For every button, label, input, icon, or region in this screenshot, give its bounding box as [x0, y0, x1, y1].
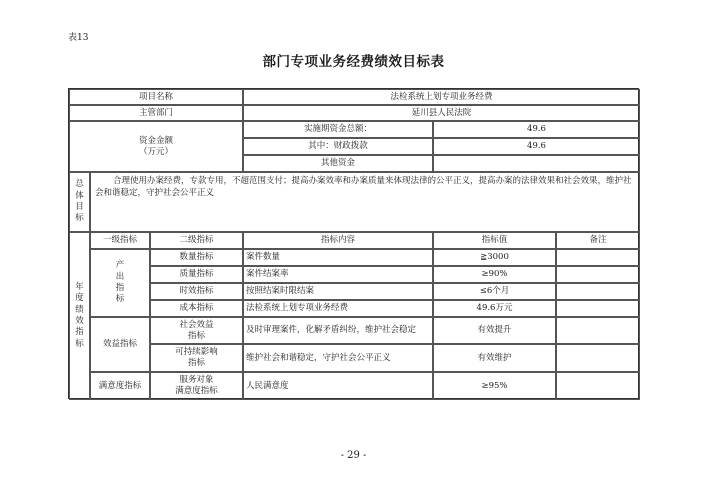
benefit-content: 及时审理案件，化解矛盾纠纷，维护社会稳定 [243, 317, 433, 344]
funds-total-value: 49.6 [433, 121, 640, 138]
output-content: 案件结案率 [243, 266, 433, 283]
benefit-value: 有效维护 [433, 344, 556, 372]
department-value: 延川县人民法院 [243, 105, 640, 121]
benefit-level2-line1: 可持续影响 [175, 347, 218, 358]
output-value: ≥90% [433, 266, 556, 283]
funds-label-line1: 资金金额 [138, 135, 173, 146]
satisfaction-level2-line1: 服务对象 [179, 375, 214, 386]
header-level1: 一级指标 [90, 232, 150, 249]
benefit-level2-line1: 社会效益 [179, 319, 214, 330]
annual-label-char: 年 [75, 281, 84, 292]
header-content: 指标内容 [243, 232, 433, 249]
project-name-label: 项目名称 [69, 89, 243, 105]
annual-label-char: 指 [75, 327, 84, 338]
benefit-value: 有效提升 [433, 317, 556, 344]
header-level2: 二级指标 [150, 232, 243, 249]
output-level2: 质量指标 [150, 266, 243, 283]
overall-goal-char: 总 [75, 179, 84, 190]
satisfaction-indicators-label: 满意度指标 [90, 372, 150, 400]
output-note [556, 266, 640, 283]
performance-table [68, 88, 639, 399]
annual-label-char: 绩 [75, 304, 84, 315]
output-content: 案件数量 [243, 249, 433, 266]
benefit-level2-line2: 指标 [187, 330, 205, 341]
header-value: 指标值 [433, 232, 556, 249]
benefit-note [556, 317, 640, 344]
output-value: ≤6个月 [433, 283, 556, 300]
funds-fiscal-label: 其中：财政拨款 [243, 138, 433, 155]
satisfaction-value: ≥95% [433, 372, 556, 400]
annual-label-char: 度 [75, 293, 84, 304]
header-note: 备注 [556, 232, 640, 249]
output-label-char: 产 [115, 260, 125, 271]
output-value: ≧3000 [433, 249, 556, 266]
satisfaction-note [556, 372, 640, 400]
project-name-value: 法检系统上划专项业务经费 [243, 89, 640, 105]
department-label: 主管部门 [69, 105, 243, 121]
satisfaction-level2-line2: 满意度指标 [175, 386, 218, 396]
benefit-level2-line2: 指标 [187, 358, 205, 368]
output-content: 按照结案时限结案 [243, 283, 433, 300]
document-title: 部门专项业务经费绩效目标表 [262, 54, 445, 70]
benefit-content: 维护社会和谐稳定，守护社会公平正义 [243, 344, 433, 372]
output-note [556, 249, 640, 266]
funds-label-line2: （万元） [138, 146, 173, 157]
satisfaction-content: 人民满意度 [243, 372, 433, 400]
output-value: 49.6万元 [433, 300, 556, 317]
satisfaction-level2 [150, 372, 243, 400]
table-number: 表13 [68, 33, 89, 43]
output-content: 法检系统上划专项业务经费 [243, 300, 433, 317]
annual-label-char: 标 [75, 338, 84, 349]
funds-total-label: 实施期资金总额： [243, 121, 433, 138]
output-indicators-label [90, 249, 150, 317]
output-label-char: 指 [115, 283, 125, 293]
annual-label-char: 效 [75, 316, 84, 326]
overall-goal-char: 标 [75, 213, 84, 224]
benefit-level2 [150, 344, 243, 372]
annual-indicators-label [69, 232, 90, 400]
overall-goal-char: 目 [75, 202, 84, 212]
output-label-char: 标 [115, 294, 125, 305]
benefit-note [556, 344, 640, 372]
overall-goal-paragraph: 合理使用办案经费，专款专用，不超范围支付；提高办案效率和办案质量来体现法律的公平正义，提高办案的法律效果和社会效果，维护社会和谐稳定，守护社会公平正义 [95, 176, 632, 198]
funds-label [69, 121, 243, 172]
benefit-indicators-label: 效益指标 [90, 317, 150, 372]
output-note [556, 300, 640, 317]
output-level2: 数量指标 [150, 249, 243, 266]
funds-fiscal-value: 49.6 [433, 138, 640, 155]
funds-other-label: 其他资金 [243, 155, 433, 172]
benefit-level2 [150, 317, 243, 344]
page-number: - 29 - [340, 450, 367, 461]
output-note [556, 283, 640, 300]
overall-goal-char: 体 [75, 190, 84, 201]
output-label-char: 出 [115, 271, 125, 282]
funds-other-value [433, 155, 640, 172]
overall-goal-label [69, 172, 90, 232]
output-level2: 时效指标 [150, 283, 243, 300]
overall-goal-text [90, 172, 640, 232]
output-level2: 成本指标 [150, 300, 243, 317]
